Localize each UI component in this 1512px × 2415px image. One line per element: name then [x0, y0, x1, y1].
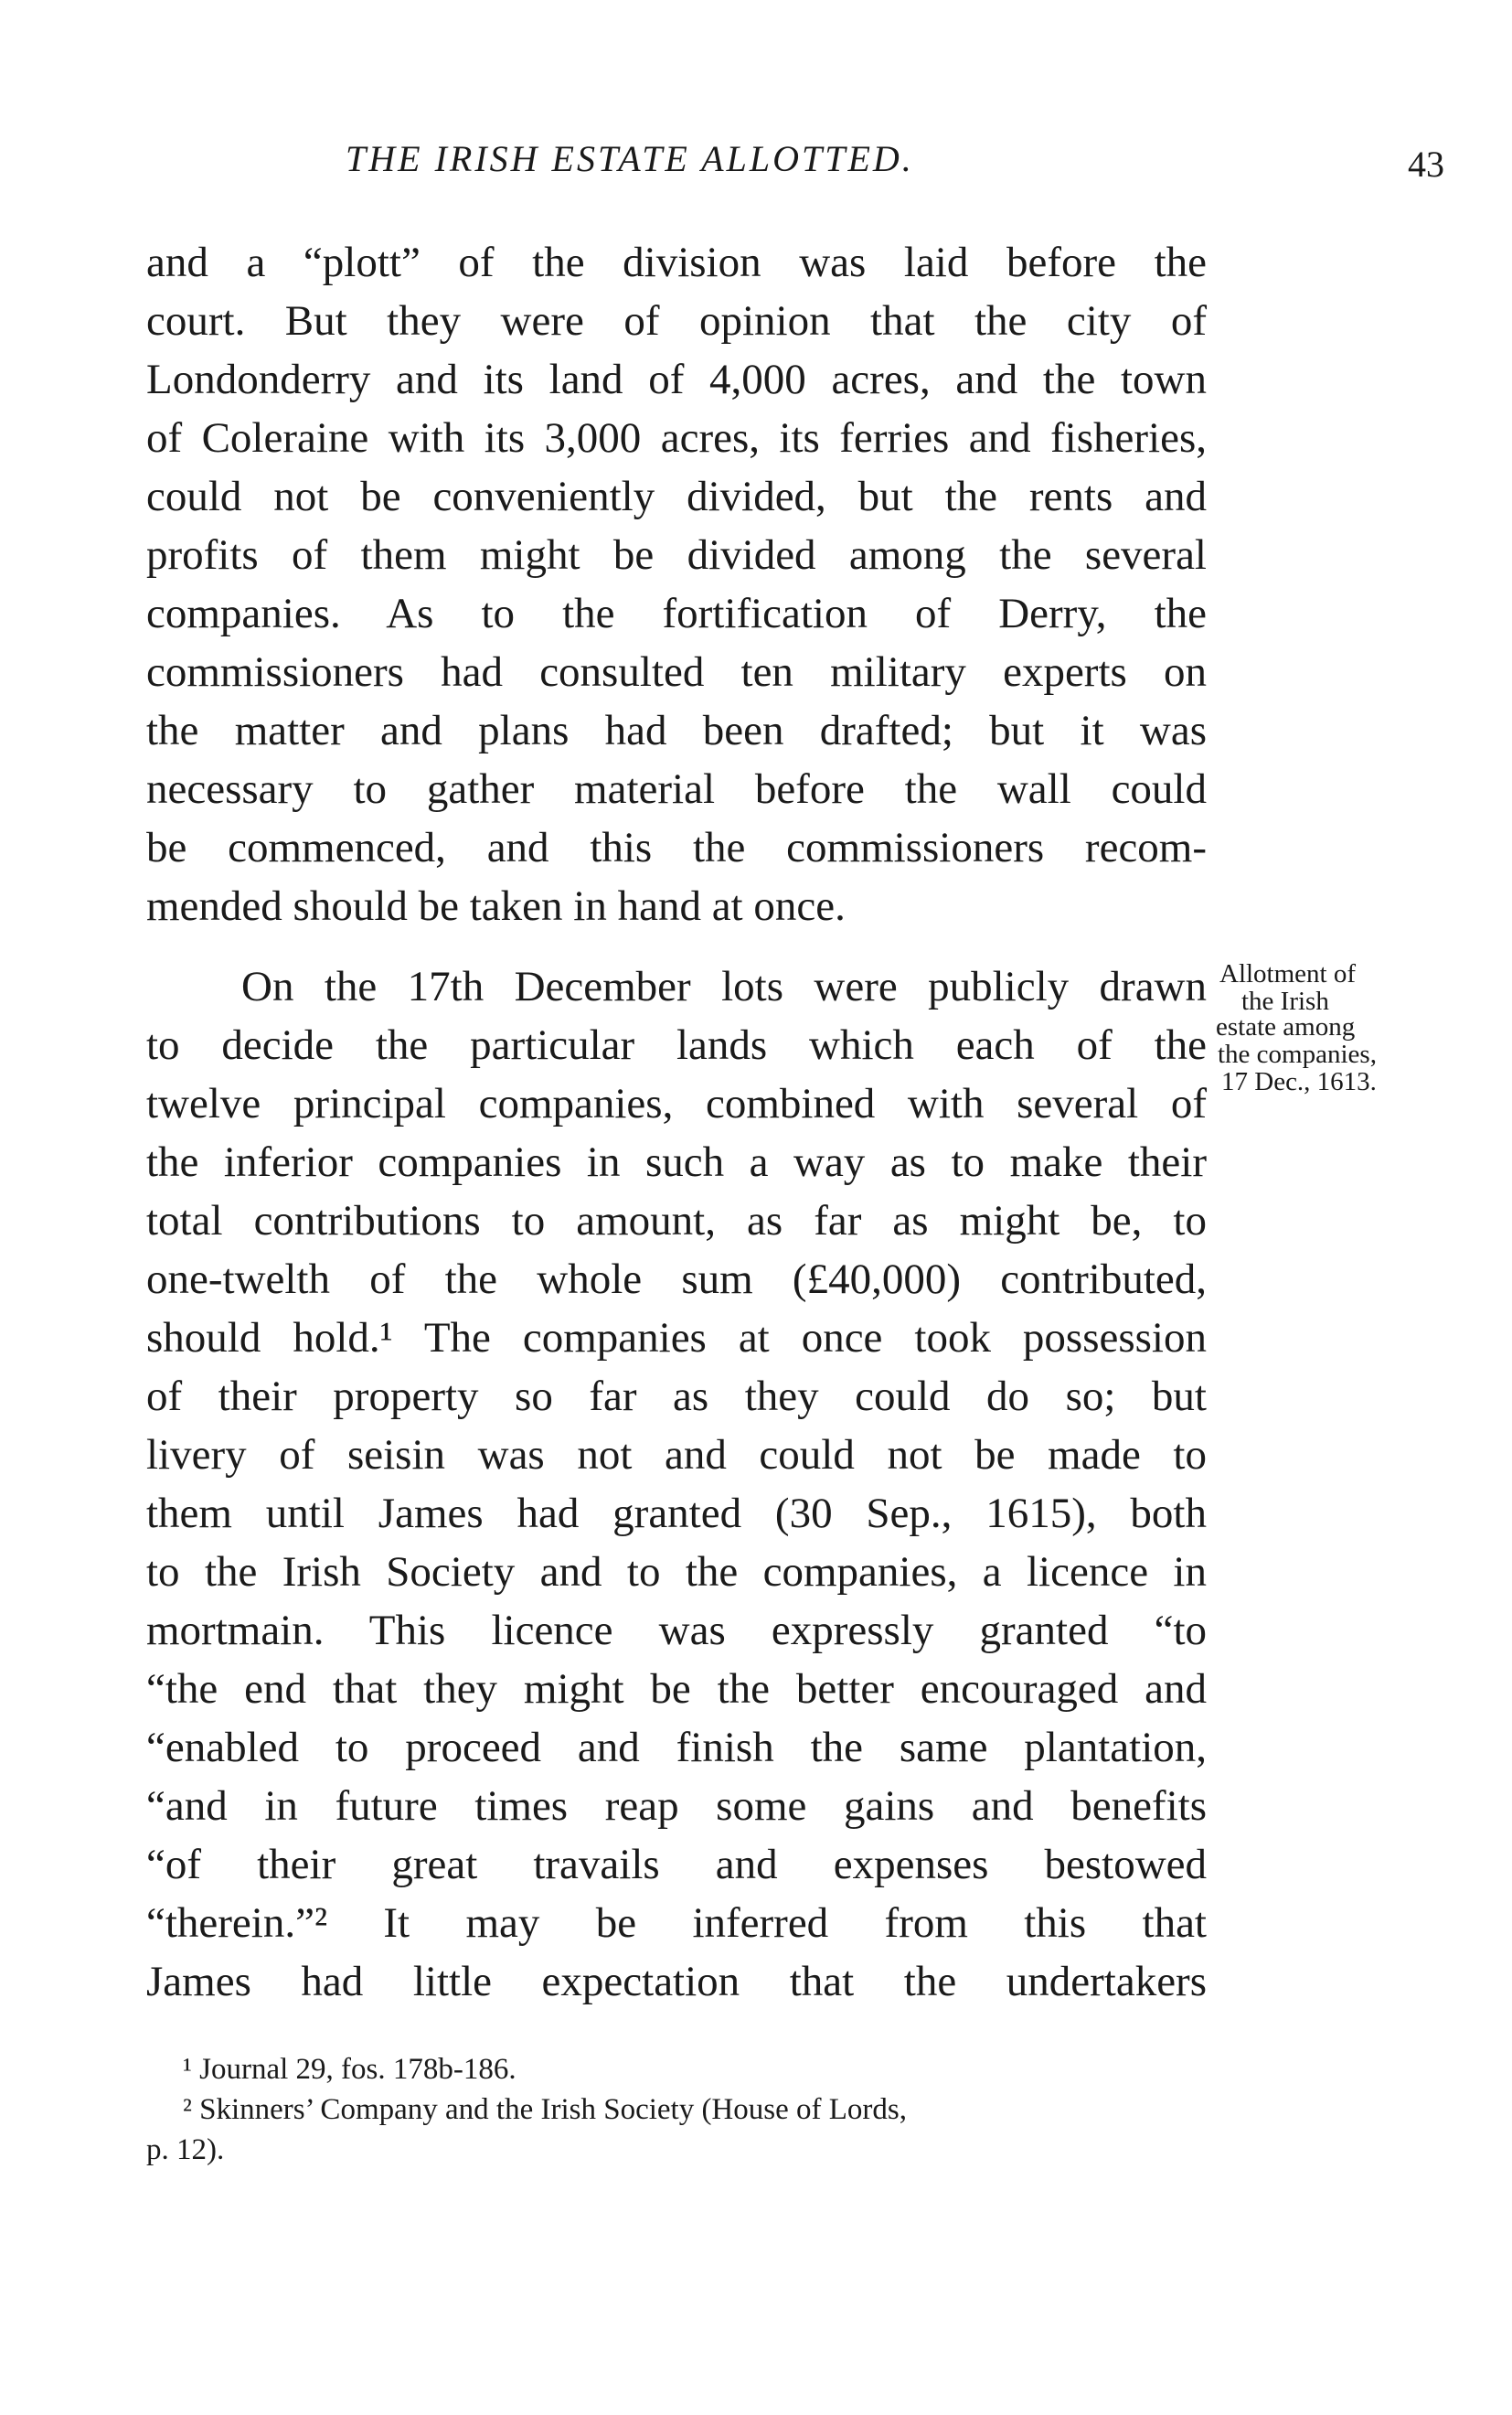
text-line: should hold.¹ The companies at once took possession: [146, 1314, 1207, 1362]
text-line: could not be conveniently divided, but the rents and: [146, 473, 1207, 520]
margin-note-line: Allotment of: [1219, 959, 1357, 988]
margin-note-line: the Irish: [1241, 987, 1329, 1016]
text-line: commissioners had consulted ten military experts on: [146, 648, 1207, 696]
margin-note-line: 17 Dec., 1613.: [1221, 1067, 1377, 1096]
text-line: James had little expectation that the undertakers: [146, 1958, 1207, 2005]
text-line: “the end that they might be the better encouraged and: [146, 1665, 1207, 1713]
text-line: court. But they were of opinion that the city of: [146, 297, 1207, 345]
text-line: be commenced, and this the commissioners recom-: [146, 824, 1207, 871]
text-line: livery of seisin was not and could not be made to: [146, 1431, 1207, 1479]
text-line: of Coleraine with its 3,000 acres, its ferries and fisheries,: [146, 414, 1207, 462]
text-line: total contributions to amount, as far as might be, to: [146, 1197, 1207, 1245]
text-line: the inferior companies in such a way as to make their: [146, 1138, 1207, 1186]
text-line: the matter and plans had been drafted; but it was: [146, 707, 1207, 754]
text-line: to decide the particular lands which each of the: [146, 1021, 1207, 1069]
text-line: “of their great travails and expenses bestowed: [146, 1841, 1207, 1888]
page-number: 43: [1408, 144, 1444, 185]
text-line: of their property so far as they could do so; but: [146, 1373, 1207, 1420]
text-line: “enabled to proceed and finish the same plantation,: [146, 1724, 1207, 1771]
footnote-1: ¹ Journal 29, fos. 178b-186.: [183, 2053, 516, 2086]
text-line: companies. As to the fortification of Derry, the: [146, 590, 1207, 637]
text-line: On the 17th December lots were publicly drawn: [241, 963, 1207, 1010]
margin-note-line: the companies,: [1218, 1040, 1377, 1069]
text-line: “and in future times reap some gains and benefits: [146, 1782, 1207, 1830]
text-line: and a “plott” of the division was laid before the: [146, 239, 1207, 286]
text-line: twelve principal companies, combined with several of: [146, 1080, 1207, 1127]
text-line: them until James had granted (30 Sep., 1615), both: [146, 1490, 1207, 1537]
text-line: necessary to gather material before the wall could: [146, 765, 1207, 813]
text-line: “therein.”² It may be inferred from this that: [146, 1899, 1207, 1947]
text-line: profits of them might be divided among the several: [146, 531, 1207, 579]
text-line: to the Irish Society and to the companies, a licence in: [146, 1548, 1207, 1596]
text-line: Londonderry and its land of 4,000 acres, and the town: [146, 356, 1207, 403]
text-line: mortmain. This licence was expressly granted “to: [146, 1607, 1207, 1654]
running-head: THE IRISH ESTATE ALLOTTED.: [346, 138, 914, 179]
text-line: one-twelth of the whole sum (£40,000) contributed,: [146, 1256, 1207, 1303]
footnote-2-continued: p. 12).: [146, 2133, 225, 2166]
footnote-2: ² Skinners’ Company and the Irish Society (House of Lords,: [183, 2093, 907, 2126]
text-line: mended should be taken in hand at once.: [146, 882, 846, 930]
margin-note-line: estate among: [1216, 1012, 1356, 1042]
